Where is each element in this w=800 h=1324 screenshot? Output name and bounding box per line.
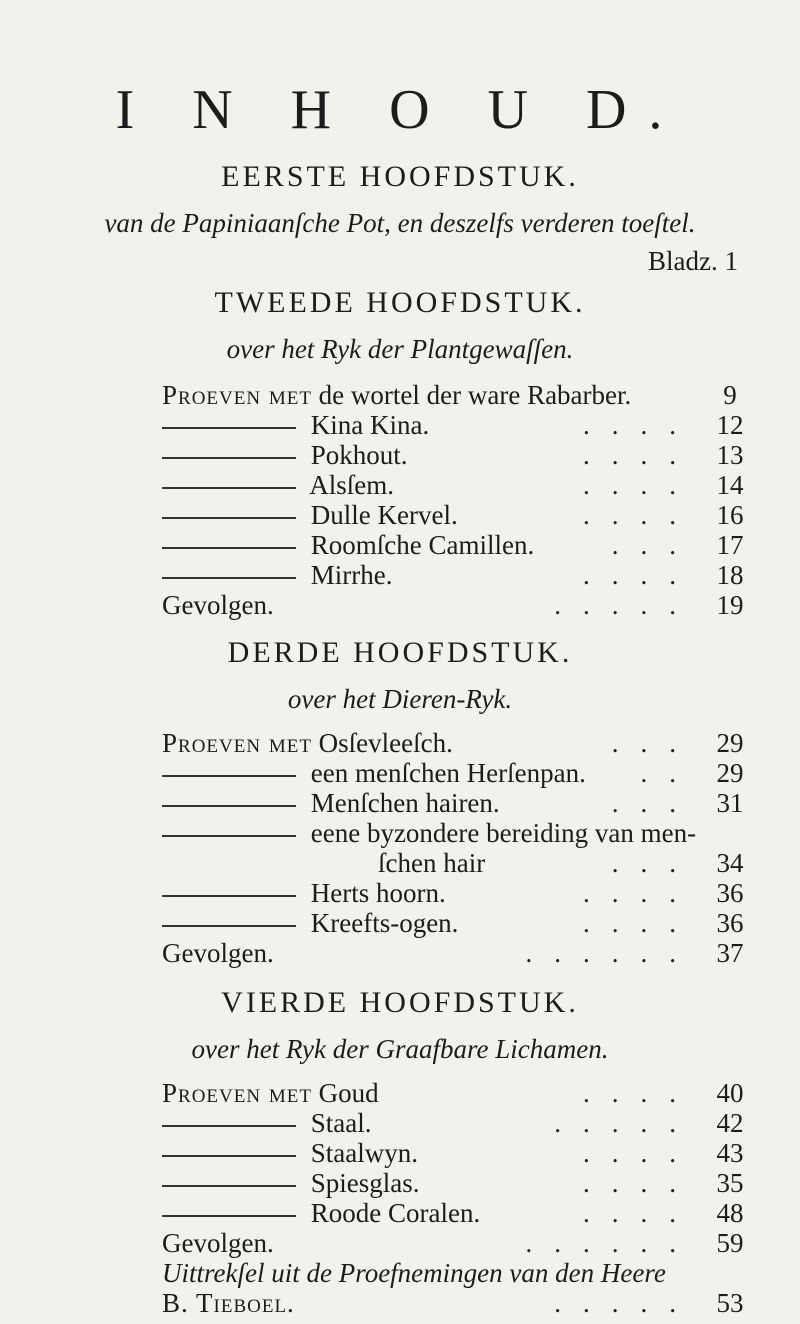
leader-dots: ....	[583, 410, 698, 440]
leader-dots: ......	[525, 1228, 698, 1258]
leader-dots: ......	[525, 938, 698, 968]
toc-entry: Mirrhe.	[310, 560, 393, 590]
toc-entry: Staalwyn.	[310, 1138, 418, 1168]
toc-row	[162, 1168, 750, 1198]
toc-entry: Roomſche Camillen.	[310, 530, 535, 560]
toc-row	[162, 878, 750, 908]
leader-dots: ...	[611, 788, 698, 818]
chapter-2-heading: TWEEDE HOOFDSTUK.	[214, 286, 586, 319]
toc-page: 59	[716, 1228, 744, 1258]
toc-page: 17	[716, 530, 744, 560]
chapter-4-heading: VIERDE HOOFDSTUK.	[221, 986, 579, 1019]
ditto-dash	[162, 895, 296, 897]
toc-page: 43	[716, 1138, 744, 1168]
toc-row	[162, 1198, 750, 1228]
chapter-3-heading: DERDE HOOFDSTUK.	[227, 636, 573, 669]
toc-entry: Menſchen hairen.	[310, 788, 500, 818]
toc-page: 35	[716, 1168, 744, 1198]
toc-entry: eene byzondere bereiding van men-	[310, 818, 697, 848]
toc-entry: een menſchen Herſenpan.	[310, 758, 586, 788]
toc-row	[162, 410, 750, 440]
toc-page: 19	[716, 590, 744, 620]
leader-dots: ....	[583, 908, 698, 938]
ditto-dash	[162, 547, 296, 549]
leader-dots: ....	[583, 1138, 698, 1168]
ditto-dash	[162, 1215, 296, 1217]
toc-page: 12	[716, 410, 744, 440]
toc-page: 48	[716, 1198, 744, 1228]
toc-prefix: Proeven met	[162, 728, 312, 758]
toc-entry: Alsſem.	[309, 470, 395, 500]
toc-entry: Osſevleeſch.	[318, 728, 453, 758]
toc-entry: de wortel der ware Rabarber.	[318, 380, 632, 410]
chapter-1-page: Bladz. 1	[648, 246, 738, 276]
ditto-dash	[162, 577, 296, 579]
toc-row	[162, 1138, 750, 1168]
toc-entry: Roode Coralen.	[310, 1198, 481, 1228]
toc-row	[162, 560, 750, 590]
chapter-1-heading: EERSTE HOOFDSTUK.	[221, 160, 579, 193]
toc-row	[162, 500, 750, 530]
toc-page: 40	[716, 1078, 744, 1108]
toc-entry: Gevolgen.	[162, 590, 274, 620]
leader-dots: ....	[583, 470, 698, 500]
toc-page: 34	[716, 848, 744, 878]
toc-entry: Spiesglas.	[310, 1168, 420, 1198]
toc-entry: B. Tieboel.	[162, 1288, 295, 1318]
toc-page: 29	[716, 758, 744, 788]
chapter-4-subtitle: over het Ryk der Graafbare Lichamen.	[191, 1034, 609, 1064]
toc-page: 18	[716, 560, 744, 590]
toc-row	[162, 848, 750, 878]
toc-entry: Goud	[318, 1078, 379, 1108]
toc-row	[162, 1078, 750, 1108]
toc-entry: Pokhout.	[310, 440, 408, 470]
ditto-dash	[162, 925, 296, 927]
leader-dots: .....	[554, 1288, 698, 1318]
toc-entry: Herts hoorn.	[310, 878, 446, 908]
toc-page: 14	[716, 470, 744, 500]
page-title: I N H O U D.	[115, 79, 685, 141]
ditto-dash	[162, 775, 296, 777]
leader-dots: ....	[583, 1198, 698, 1228]
ditto-dash	[162, 835, 296, 837]
leader-dots: ....	[583, 440, 698, 470]
toc-entry: Staal.	[310, 1108, 372, 1138]
toc-row	[162, 908, 750, 938]
leader-dots: ....	[583, 1078, 698, 1108]
ditto-dash	[162, 427, 296, 429]
ditto-dash	[162, 487, 296, 489]
toc-page: 36	[716, 908, 744, 938]
leader-dots: ....	[583, 1168, 698, 1198]
leader-dots: ....	[583, 560, 698, 590]
leader-dots: ...	[611, 728, 698, 758]
toc-entry: Uittrekſel uit de Proefnemingen van den Heere	[162, 1258, 666, 1288]
toc-entry: Gevolgen.	[162, 1228, 274, 1258]
toc-row	[162, 1228, 750, 1258]
toc-page: 29	[716, 728, 744, 758]
chapter-2-subtitle: over het Ryk der Plantgewaſſen.	[226, 334, 574, 364]
toc-entry: ſchen hair	[378, 848, 486, 878]
toc-entry: Kina Kina.	[310, 410, 430, 440]
ditto-dash	[162, 1155, 296, 1157]
toc-page: 53	[716, 1288, 744, 1318]
toc-row	[162, 470, 750, 500]
toc-page: 13	[716, 440, 744, 470]
toc-page: 9	[723, 380, 737, 410]
toc-row	[162, 1288, 750, 1318]
toc-entry: Kreefts-ogen.	[310, 908, 459, 938]
leader-dots: .....	[554, 1108, 698, 1138]
toc-row	[162, 938, 750, 968]
ditto-dash	[162, 517, 296, 519]
toc-row	[162, 818, 750, 848]
toc-page: 36	[716, 878, 744, 908]
leader-dots: ..	[640, 758, 698, 788]
leader-dots: ....	[583, 500, 698, 530]
toc-row	[162, 380, 750, 410]
toc-row	[162, 788, 750, 818]
toc-entry: Gevolgen.	[162, 938, 274, 968]
leader-dots: ...	[611, 848, 698, 878]
toc-page: 42	[716, 1108, 744, 1138]
toc-row	[162, 1258, 750, 1288]
chapter-3-subtitle: over het Dieren-Ryk.	[287, 684, 513, 714]
ditto-dash	[162, 1125, 296, 1127]
ditto-dash	[162, 457, 296, 459]
toc-prefix: Proeven met	[162, 1078, 312, 1108]
ditto-dash	[162, 1185, 296, 1187]
leader-dots: ...	[611, 530, 698, 560]
toc-prefix: Proeven met	[162, 380, 312, 410]
toc-row	[162, 758, 750, 788]
toc-row	[162, 728, 750, 758]
leader-dots: .....	[554, 590, 698, 620]
toc-page: 31	[716, 788, 744, 818]
chapter-1-subtitle: van de Papiniaanſche Pot, en deszelfs verderen toeſtel.	[104, 208, 696, 238]
ditto-dash	[162, 805, 296, 807]
toc-page: 37	[716, 938, 744, 968]
toc-row	[162, 1108, 750, 1138]
toc-row	[162, 530, 750, 560]
toc-row	[162, 590, 750, 620]
toc-row	[162, 440, 750, 470]
leader-dots: ....	[583, 878, 698, 908]
toc-page: 16	[716, 500, 744, 530]
toc-entry: Dulle Kervel.	[310, 500, 458, 530]
